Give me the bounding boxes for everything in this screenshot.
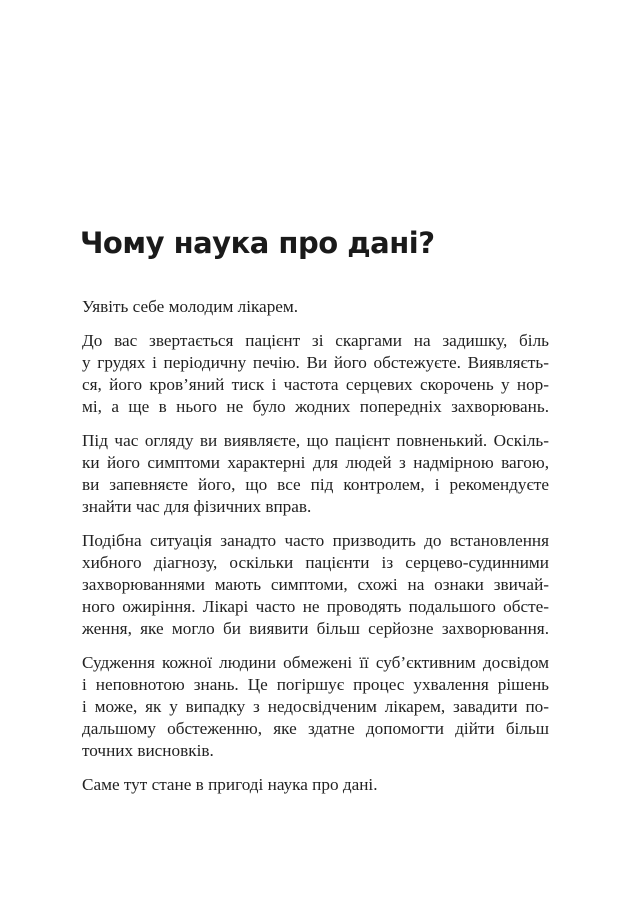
paragraph bbox=[82, 652, 549, 762]
text-line: захворюваннями мають симптоми, схожі на ознаки звичай- bbox=[82, 575, 549, 594]
text-line: точних висновків. bbox=[82, 741, 214, 760]
text-line: До вас звертається пацієнт зі скаргами на задишку, біль bbox=[82, 331, 549, 350]
text-line: і неповнотою знань. Це погіршує процес ухвалення рішень bbox=[82, 675, 549, 694]
chapter-title: Чому наука про дані? bbox=[80, 226, 435, 260]
text-line: Подібна ситуація занадто часто призводить до встановлення bbox=[82, 531, 549, 550]
text-line: знайти час для фізичних вправ. bbox=[82, 497, 312, 516]
text-line: Уявіть себе молодим лікарем. bbox=[82, 297, 299, 316]
chapter-body bbox=[82, 296, 549, 808]
paragraph bbox=[82, 296, 549, 318]
text-line: Саме тут стане в пригоді наука про дані. bbox=[82, 775, 378, 794]
text-line: Під час огляду ви виявляєте, що пацієнт повненький. Оскіль- bbox=[82, 431, 549, 450]
text-line: дальшому обстеженню, яке здатне допомогти дійти більш bbox=[82, 719, 549, 738]
paragraph bbox=[82, 774, 549, 796]
paragraph bbox=[82, 530, 549, 640]
paragraph bbox=[82, 430, 549, 518]
text-line: ного ожиріння. Лікарі часто не проводять подальшого обсте- bbox=[82, 597, 549, 616]
text-line: і може, як у випадку з недосвідченим лікарем, завадити по- bbox=[82, 697, 549, 716]
text-line: ви запевняєте його, що все під контролем, і рекомендуєте bbox=[82, 475, 549, 494]
text-line: ся, його кров’яний тиск і частота серцевих скорочень у нор- bbox=[82, 375, 549, 394]
text-line: ки його симптоми характерні для людей з надмірною вагою, bbox=[82, 453, 549, 472]
text-line: ження, яке могло би виявити більш серйозне захворювання. bbox=[82, 619, 549, 638]
text-line: хибного діагнозу, оскільки пацієнти із серцево-судинними bbox=[82, 553, 549, 572]
text-line: Судження кожної людини обмежені її суб’єктивним досвідом bbox=[82, 653, 549, 672]
paragraph bbox=[82, 330, 549, 418]
text-line: у грудях і періодичну печію. Ви його обстежуєте. Виявляєть- bbox=[82, 353, 549, 372]
text-line: мі, а ще в нього не було жодних попередніх захворювань. bbox=[82, 397, 549, 416]
